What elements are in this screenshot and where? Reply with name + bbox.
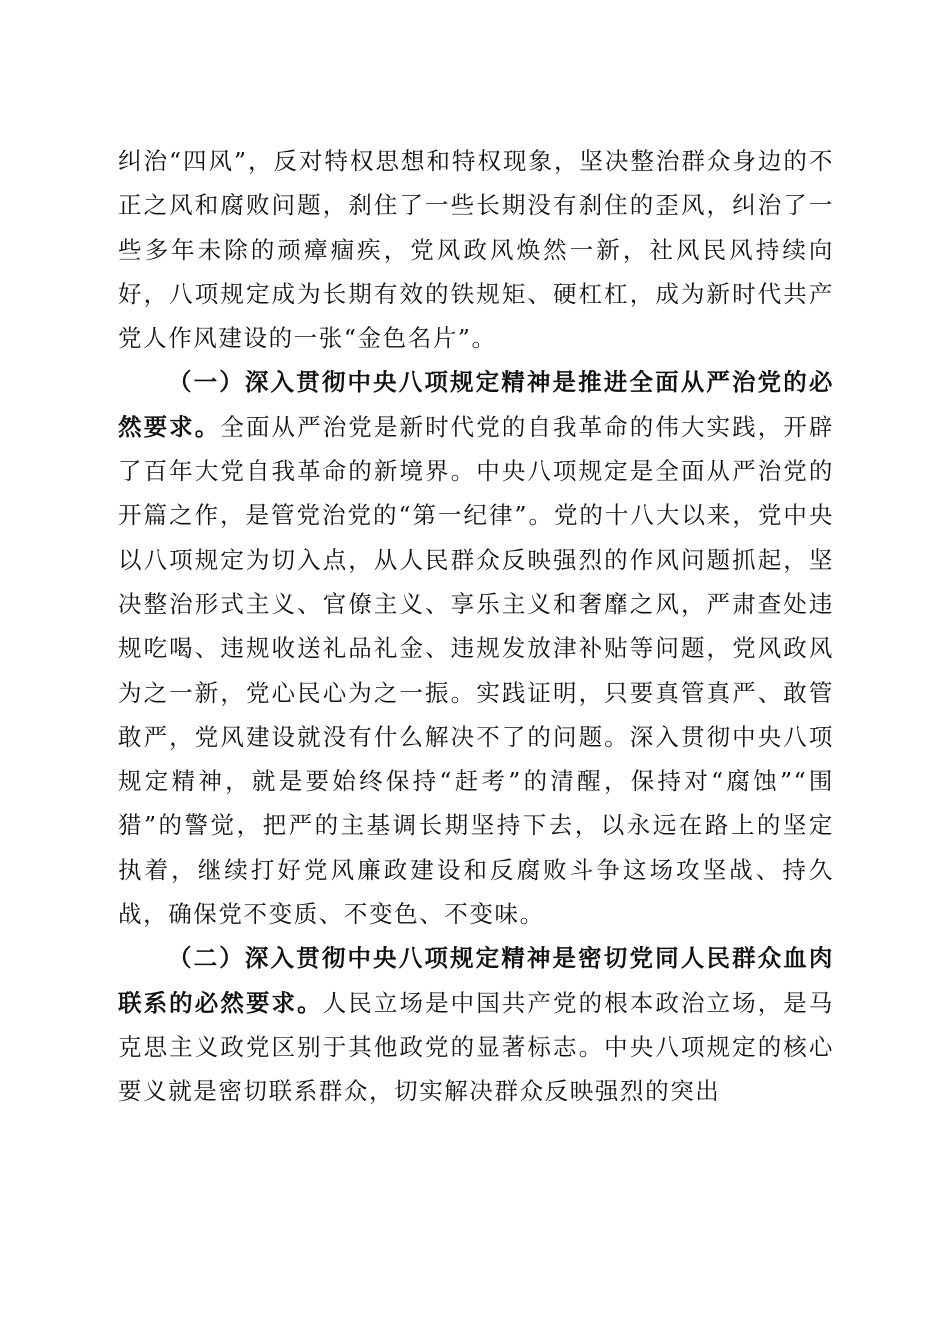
paragraph-section-1 <box>118 360 834 936</box>
section-2-text: 人民立场是中国共产党的根本政治立场，是马克思主义政党区别于其他政党的显著标志。中央八项规定的核心要义就是密切联系群众，切实解决群众反映强烈的突出 <box>118 988 834 1106</box>
document-body <box>118 139 834 1114</box>
paragraph-section-2 <box>118 936 834 1113</box>
paragraph-text: 纠治“四风”，反对特权思想和特权现象，坚决整治群众身边的不正之风和腐败问题，刹住了一些长期没有刹住的歪风，纠治了一些多年未除的顽瘴痼疾，党风政风焕然一新，社风民风持续向好，八项规定成为长期有效的铁规矩、硬杠杠，成为新时代共产党人作风建设的一张“金色名片”。 <box>118 147 834 353</box>
section-1-text: 全面从严治党是新时代党的自我革命的伟大实践，开辟了百年大党自我革命的新境界。中央八项规定是全面从严治党的开篇之作，是管党治党的“第一纪律”。党的十八大以来，党中央以八项规定为切入点，从人民群众反映强烈的作风问题抓起，坚决整治形式主义、官僚主义、享乐主义和奢靡之风，严肃查处违规吃喝、违规收送礼品礼金、违规发放津补贴等问题，党风政风为之一新，党心民心为之一振。实践证明，只要真管真严、敢管敢严，党风建设就没有什么解决不了的问题。深入贯彻中央八项规定精神，就是要始终保持“赶考”的清醒，保持对“腐蚀”“围猎”的警觉，把严的主基调长期坚持下去，以永远在路上的坚定执着，继续打好党风廉政建设和反腐败斗争这场攻坚战、持久战，确保党不变质、不变色、不变味。 <box>118 412 834 929</box>
section-2-heading: （二）深入贯彻中央八项规定精神是密切党同人民群众血肉联系的必然要求。 <box>118 944 834 1017</box>
paragraph-continuation <box>118 139 834 360</box>
section-1-heading: （一）深入贯彻中央八项规定精神是推进全面从严治党的必然要求。 <box>118 368 834 441</box>
